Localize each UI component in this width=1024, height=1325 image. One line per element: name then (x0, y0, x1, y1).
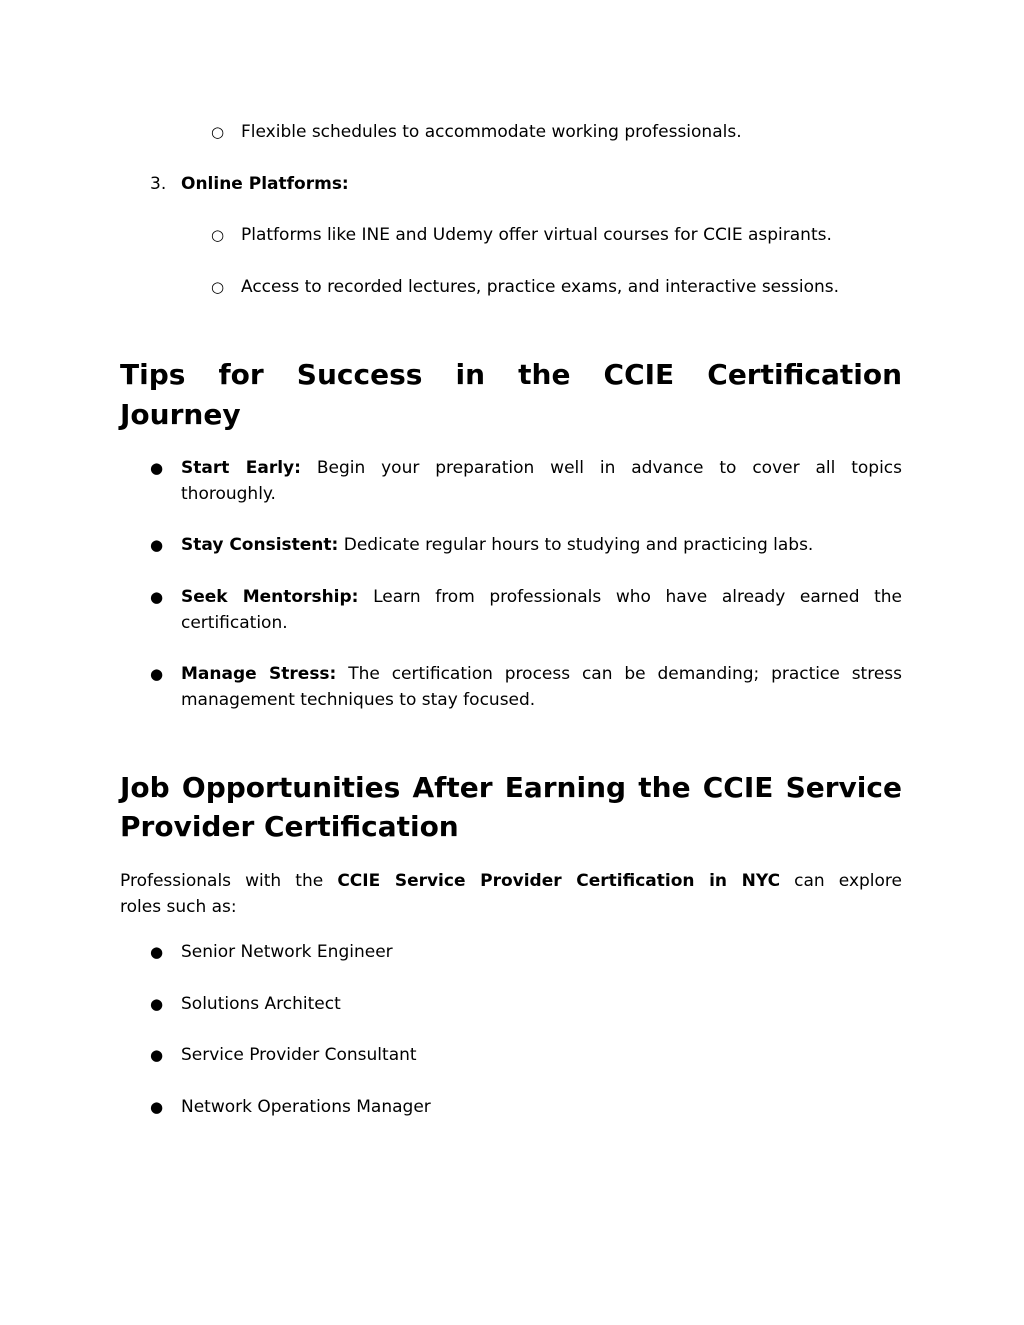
list-item: Solutions Architect (181, 994, 341, 1014)
bullet-icon: ● (150, 459, 164, 477)
hollow-bullet-icon: ○ (211, 278, 225, 296)
tip-label: Seek Mentorship: (181, 587, 359, 607)
tip-text: Learn from professionals who have already earned the (373, 587, 902, 607)
tip-label: Stay Consistent: (181, 535, 339, 555)
bullet-icon: ● (150, 1098, 164, 1116)
list-item-cont: certification. (181, 613, 288, 633)
section-heading: Tips for Success in the CCIE Certification (120, 358, 902, 391)
bullet-icon: ● (150, 588, 164, 606)
list-item: Service Provider Consultant (181, 1045, 417, 1065)
tip-label: Start Early: (181, 458, 301, 478)
hollow-bullet-icon: ○ (211, 226, 225, 244)
list-item: Network Operations Manager (181, 1097, 431, 1117)
list-item-title: Online Platforms: (181, 174, 349, 194)
list-item: Platforms like INE and Udemy offer virtual courses for CCIE aspirants. (241, 225, 832, 245)
list-item (181, 455, 902, 481)
intro-text-end: can explore (794, 871, 903, 891)
list-item-cont: thoroughly. (181, 484, 276, 504)
intro-paragraph (120, 868, 902, 894)
bullet-icon: ● (150, 1046, 164, 1064)
intro-paragraph-cont: roles such as: (120, 897, 237, 917)
list-item: Flexible schedules to accommodate working professionals. (241, 122, 742, 142)
list-item-cont: management techniques to stay focused. (181, 690, 536, 710)
section-heading-cont: Provider Certification (120, 810, 459, 843)
list-item (181, 584, 902, 610)
list-number: 3. (150, 174, 167, 194)
tip-text: Begin your preparation well in advance to cover all topics (316, 458, 903, 478)
list-item: Access to recorded lectures, practice exams, and interactive sessions. (241, 277, 840, 297)
hollow-bullet-icon: ○ (211, 123, 225, 141)
tip-text: Dedicate regular hours to studying and practicing labs. (343, 535, 814, 555)
tip-text: The certification process can be demanding; practice stress (348, 664, 903, 684)
intro-text: Professionals with the (120, 871, 324, 891)
bullet-icon: ● (150, 665, 164, 683)
tip-label: Manage Stress: (181, 664, 337, 684)
list-item: Senior Network Engineer (181, 942, 393, 962)
bullet-icon: ● (150, 943, 164, 961)
section-heading: Job Opportunities After Earning the CCIE Service (120, 771, 902, 804)
list-item (181, 661, 902, 687)
bullet-icon: ● (150, 536, 164, 554)
list-item (181, 532, 813, 558)
intro-bold: CCIE Service Provider Certification in NYC (337, 871, 781, 891)
section-heading-cont: Journey (120, 398, 241, 431)
bullet-icon: ● (150, 995, 164, 1013)
